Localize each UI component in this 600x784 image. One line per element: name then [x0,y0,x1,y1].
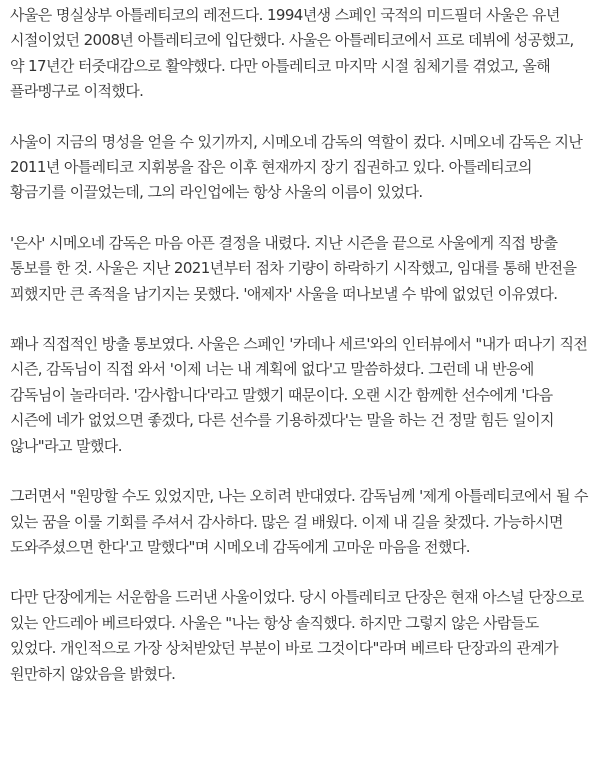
article-paragraph-6: 다만 단장에게는 서운함을 드러낸 사울이었다. 당시 아틀레티코 단장은 현재 아스널 단장으로 있는 안드레아 베르타였다. 사울은 "나는 항상 솔직했다. 하지만 그렇지 않은 사람들도 있었다. 개인적으로 가장 상처받았던 부분이 바로 그것이다"라며 베르타 단장과의 관계가 원만하지 않았음을 밝혔다. [10,588,584,683]
article-paragraph-5: 그러면서 "원망할 수도 있었지만, 나는 오히려 반대였다. 감독님께 '제게 아틀레티코에서 될 수 있는 꿈을 이룰 기회를 주셔서 감사하다. 많은 걸 배웠다. 이제 내 길을 찾겠다. 가능하시면 도와주셨으면 한다'고 말했다"며 시메오네 감독에게 고마운 마음을 전했다. [10,487,588,556]
article-paragraph-1: 사울은 명실상부 아틀레티코의 레전드다. 1994년생 스페인 국적의 미드필더 사울은 유년 시절이었던 2008년 아틀레티코에 입단했다. 사울은 아틀레티코에서 프로 데뷔에 성공했고, 약 17년간 터줏대감으로 활약했다. 다만 아틀레티코 마지막 시절 침체기를 겪었고, 올해 플라멩구로 이적했다. [10,6,574,101]
article-paragraph-3: '은사' 시메오네 감독은 마음 아픈 결정을 내렸다. 지난 시즌을 끝으로 사울에게 직접 방출 통보를 한 것. 사울은 지난 2021년부터 점차 기량이 하락하기 시작했고, 임대를 통해 반전을 꾀했지만 큰 족적을 남기지는 못했다. '애제자' 사울을 떠나보낼 수 밖에 없었던 이유였다. [10,233,577,303]
article-paragraph-2: 사울이 지금의 명성을 얻을 수 있기까지, 시메오네 감독의 역할이 컸다. 시메오네 감독은 지난 2011년 아틀레티코 지휘봉을 잡은 이후 현재까지 장기 집권하고 있다. 아틀레티코의 황금기를 이끌었는데, 그의 라인업에는 항상 사울의 이름이 있었다. [10,132,583,202]
article-paragraph-4: 꽤나 직접적인 방출 통보였다. 사울은 스페인 '카데나 세르'와의 인터뷰에서 "내가 떠나기 직전 시즌, 감독님이 직접 와서 '이제 너는 내 계획에 없다'고 말씀하셨다. 그런데 내 반응에 감독님이 놀라더라. '감사합니다'라고 말했기 때문이다. 오랜 시간 함께한 선수에게 '다음 시즌에 네가 없었으면 좋겠다, 다른 선수를 기용하겠다'는 말을 하는 건 정말 힘든 일이지 않나"라고 말했다. [10,335,588,455]
